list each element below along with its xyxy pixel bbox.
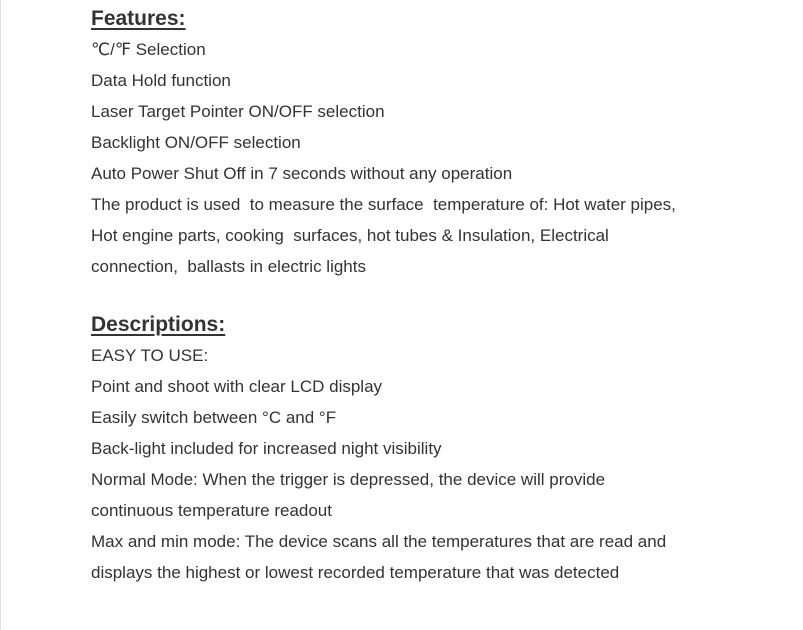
feature-line: Auto Power Shut Off in 7 seconds without any operation <box>91 164 513 183</box>
feature-line: Data Hold function <box>91 71 231 90</box>
descriptions-section <box>91 310 781 588</box>
description-line: displays the highest or lowest recorded temperature that was detected <box>91 563 620 582</box>
descriptions-heading: Descriptions: <box>91 313 226 336</box>
description-line: continuous temperature readout <box>91 501 332 520</box>
description-line: Back-light included for increased night visibility <box>91 439 442 458</box>
description-line: Max and min mode: The device scans all the temperatures that are read and <box>91 532 667 551</box>
feature-line: connection, ballasts in electric lights <box>91 257 366 276</box>
product-description <box>91 4 781 588</box>
features-section <box>91 4 781 282</box>
feature-line: ℃/℉ Selection <box>91 40 206 59</box>
descriptions-list <box>91 340 781 588</box>
page-left-border <box>0 0 1 630</box>
features-list <box>91 34 781 282</box>
description-line: EASY TO USE: <box>91 346 209 365</box>
description-line: Normal Mode: When the trigger is depressed, the device will provide <box>91 470 606 489</box>
feature-line: Laser Target Pointer ON/OFF selection <box>91 102 385 121</box>
feature-line: Hot engine parts, cooking surfaces, hot tubes & Insulation, Electrical <box>91 226 609 245</box>
features-heading: Features: <box>91 7 186 30</box>
description-line: Easily switch between °C and °F <box>91 408 337 427</box>
description-line: Point and shoot with clear LCD display <box>91 377 383 396</box>
section-spacer <box>91 282 781 310</box>
feature-line: Backlight ON/OFF selection <box>91 133 301 152</box>
feature-line: The product is used to measure the surface temperature of: Hot water pipes, <box>91 195 676 214</box>
